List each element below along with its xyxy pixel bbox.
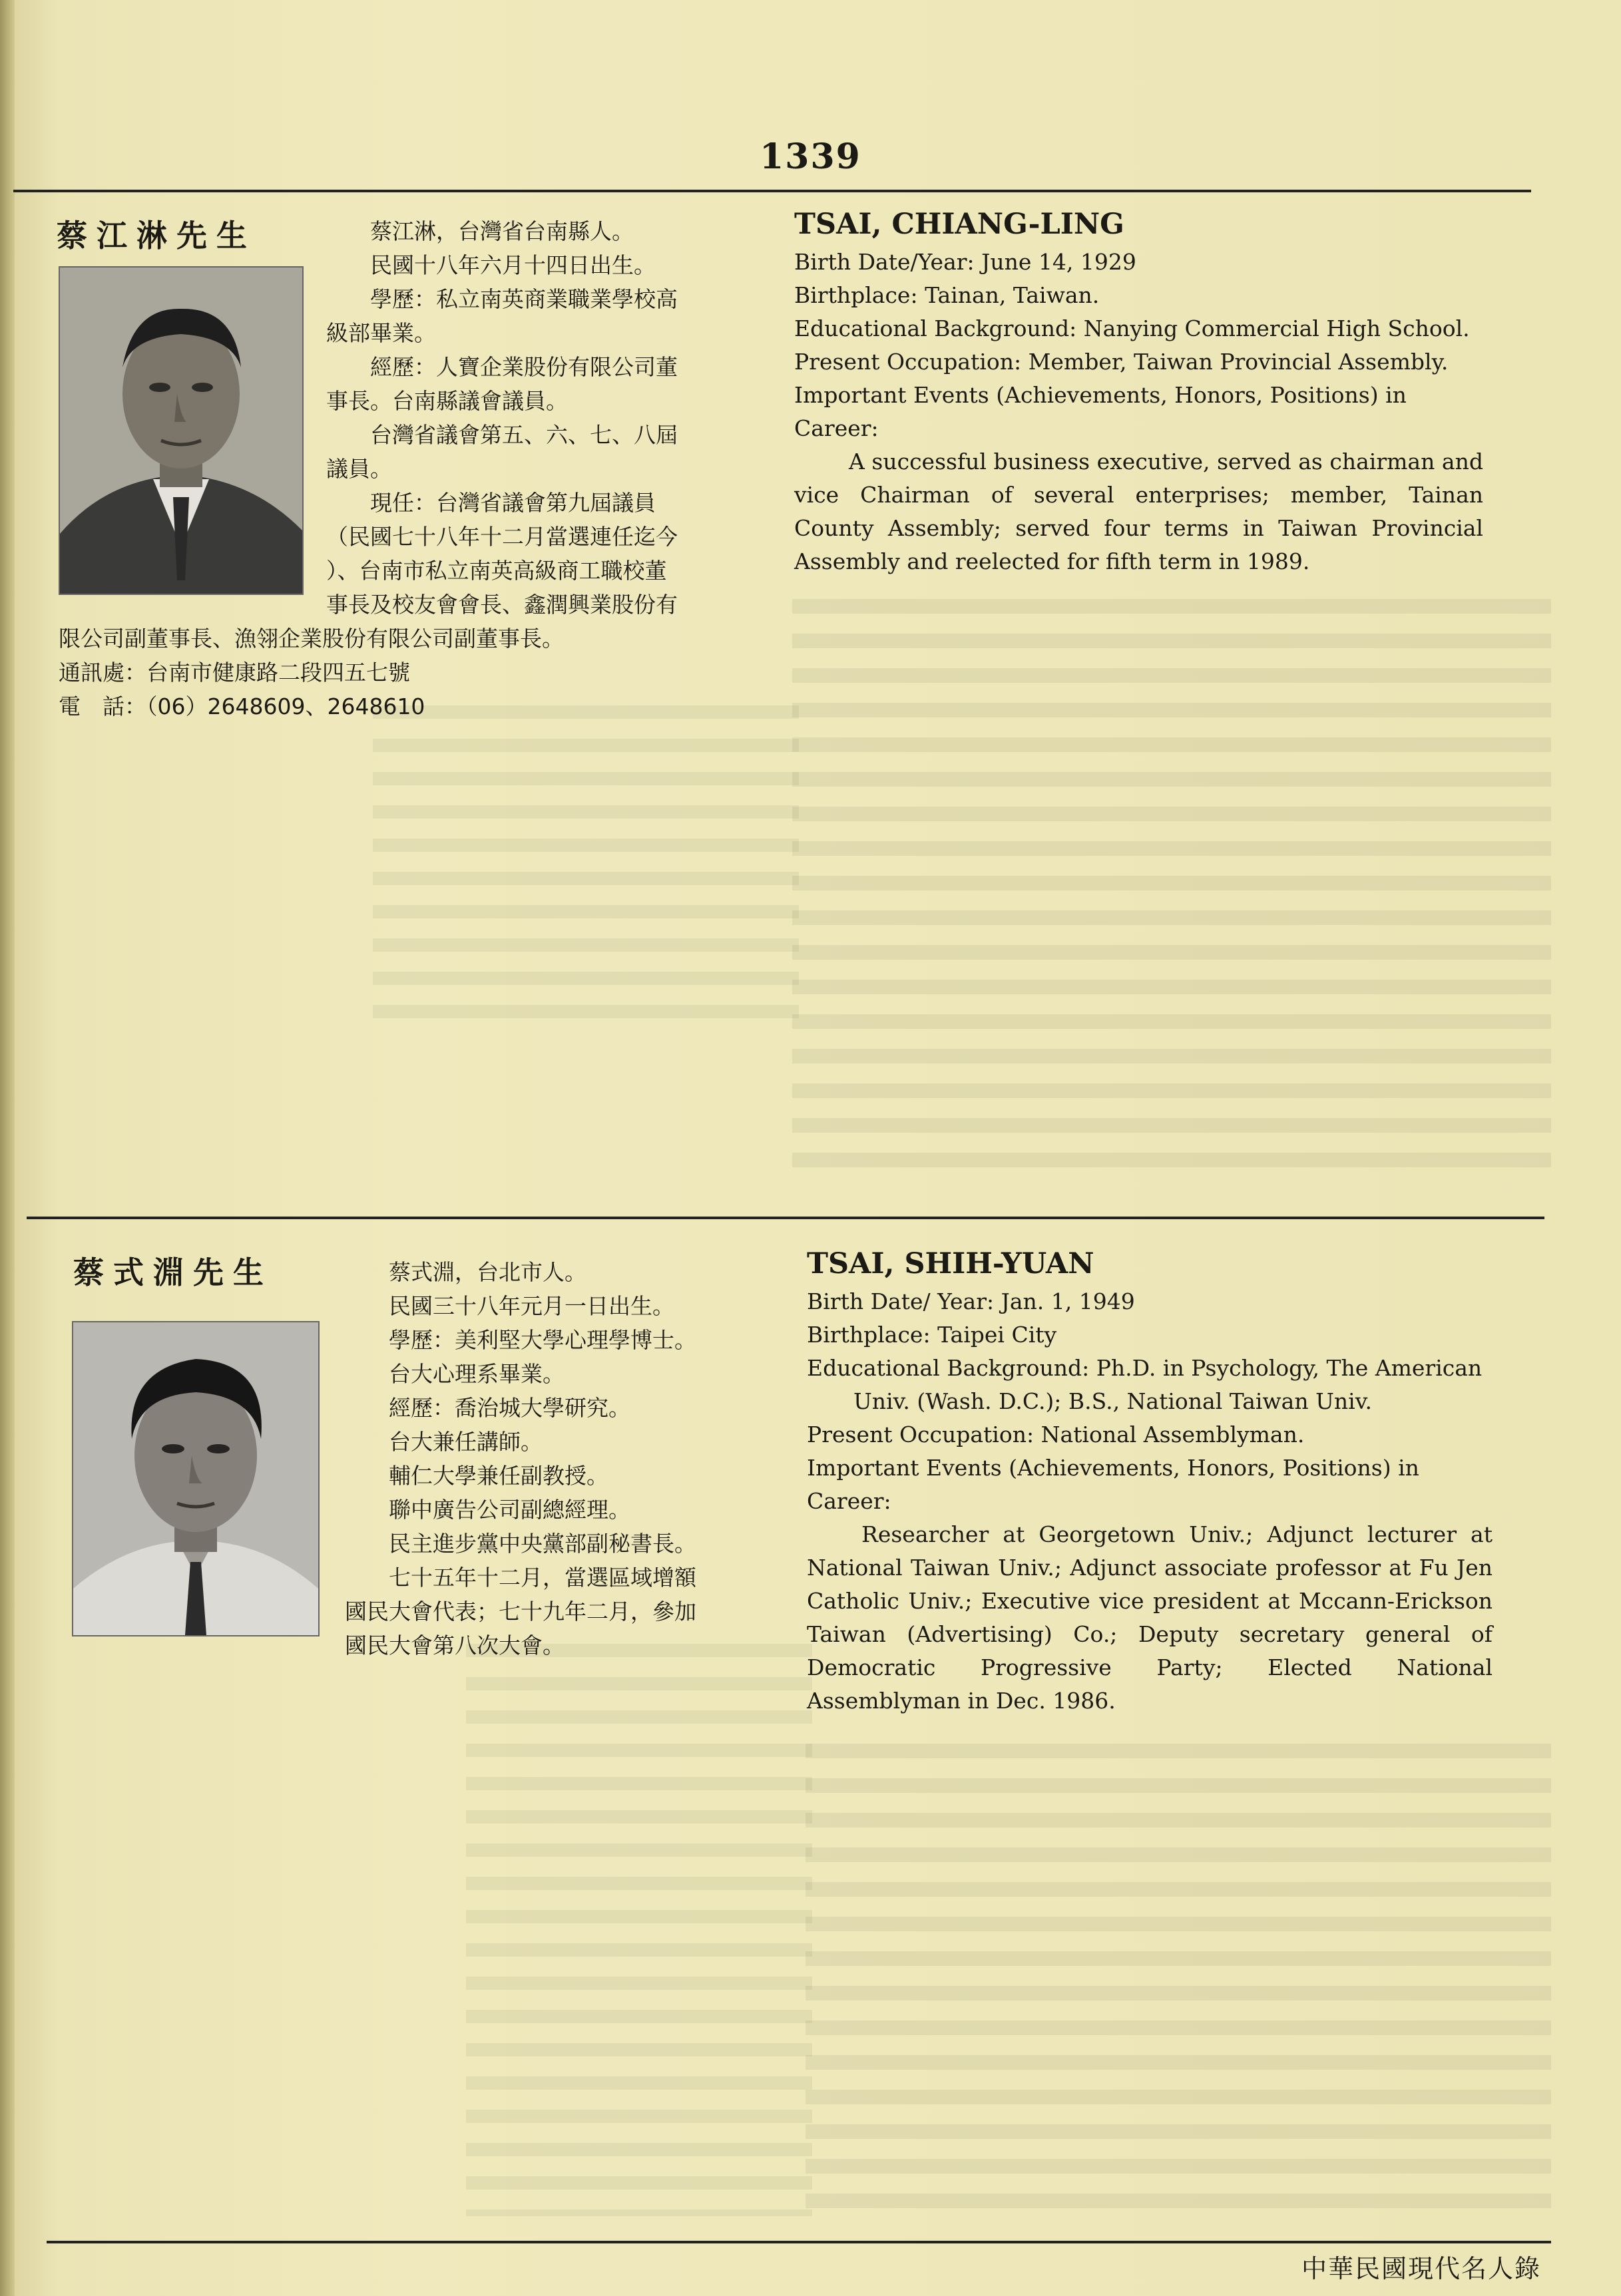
entry-2-events-paragraph: Researcher at Georgetown Univ.; Adjunct lecturer at National Taiwan Univ.; Adjunct associate professor at Fu Jen Catholic Univ.; Executive vice president at Mccann-Erickson Taiwan (Advertising) Co.; Deputy secretary general of Democratic Progressive Party; Elected National Assemblyman in Dec. 1986. [807, 1521, 1493, 1714]
entry-1-zh-line: 議員。 [326, 456, 392, 482]
entry-1-zh-line: 蔡江淋，台灣省台南縣人。 [326, 218, 634, 244]
book-spine-shadow [0, 0, 15, 2296]
entry-1-zh-line: （民國七十八年十二月當選連任迄今 [326, 524, 678, 550]
entry-2-occupation: Present Occupation: National Assemblyman. [807, 1422, 1305, 1447]
entry-1-phone: 電 話：（06）2648609、2648610 [59, 693, 425, 719]
entry-2-zh-line: 聯中廣告公司副總經理。 [345, 1497, 630, 1523]
section-divider-rule [27, 1217, 1544, 1219]
entry-1-events-heading: Important Events (Achievements, Honors, Positions) in Career: [794, 382, 1407, 441]
entry-1-zh-line: 事長。台南縣議會議員。 [326, 388, 568, 414]
entry-1-birth-date: Birth Date/Year: June 14, 1929 [794, 249, 1136, 275]
entry-1-events-paragraph: A successful business executive, served as chairman and vice Chairman of several enterprises; member, Tainan County Assembly; served four terms in Taiwan Provincial Assembly and reelected for fifth term in 1989. [794, 449, 1483, 574]
entry-1-zh-line: 現任：台灣省議會第九屆議員 [326, 490, 656, 516]
entry-2-zh-line: 輔仁大學兼任副教授。 [345, 1463, 608, 1489]
entry-1-bio-en [794, 204, 1483, 578]
entry-2-zh-line: 經歷：喬治城大學研究。 [345, 1395, 630, 1421]
entry-2-portrait-photo [72, 1321, 320, 1636]
entry-2-zh-line: 民主進步黨中央黨部副秘書長。 [345, 1531, 696, 1557]
bleed-through-right-top [792, 599, 1551, 1171]
entry-1-bio-zh-wide [59, 622, 758, 723]
entry-2-zh-line: 國民大會第八次大會。 [345, 1632, 565, 1658]
bottom-rule [47, 2241, 1551, 2243]
entry-2-zh-line: 七十五年十二月，當選區域增額 [345, 1565, 696, 1591]
entry-2-birth-date: Birth Date/ Year: Jan. 1, 1949 [807, 1288, 1135, 1314]
entry-2-zh-line: 民國三十八年元月一日出生。 [345, 1293, 674, 1319]
entry-1-bio-zh [326, 214, 752, 622]
entry-2-zh-line: 學歷：美利堅大學心理學博士。 [345, 1327, 696, 1353]
top-rule [13, 190, 1531, 192]
entry-1-zh-line: 民國十八年六月十四日出生。 [326, 252, 656, 278]
entry-2-birthplace: Birthplace: Taipei City [807, 1322, 1057, 1348]
entry-1-zh-line: 經歷：人寶企業股份有限公司董 [326, 354, 678, 380]
entry-1-name-zh: 蔡江淋先生 [57, 218, 256, 254]
entry-1-zh-line: ）、台南市私立南英高級商工職校董 [326, 558, 667, 584]
entry-1-portrait-photo [59, 266, 304, 595]
entry-2-zh-line: 國民大會代表；七十九年二月，參加 [345, 1599, 696, 1625]
entry-2-bio-zh [345, 1255, 771, 1662]
entry-1-zh-line: 級部畢業。 [326, 320, 436, 346]
bleed-through-left-bottom [466, 1644, 812, 2216]
entry-2-events-heading: Important Events (Achievements, Honors, Positions) in Career: [807, 1455, 1419, 1514]
entry-2-name-zh: 蔡式淵先生 [73, 1254, 273, 1290]
entry-2-bio-en [807, 1244, 1493, 1718]
footer-book-title: 中華民國現代名人錄 [1301, 2254, 1541, 2283]
entry-2-zh-line: 台大心理系畢業。 [345, 1361, 565, 1387]
entry-1-education: Educational Background: Nanying Commercial High School. [794, 315, 1470, 341]
entry-2-education: Educational Background: Ph.D. in Psychology, The American Univ. (Wash. D.C.); B.S., National Taiwan Univ. [807, 1355, 1483, 1414]
entry-1-birthplace: Birthplace: Tainan, Taiwan. [794, 282, 1100, 308]
entry-1-zh-line: 學歷：私立南英商業職業學校高 [326, 286, 678, 312]
entry-2-name-en: TSAI, SHIH-YUAN [807, 1247, 1094, 1280]
page-number: 1339 [760, 136, 861, 177]
entry-1-occupation: Present Occupation: Member, Taiwan Provincial Assembly. [794, 349, 1449, 375]
entry-2-zh-line: 蔡式淵，台北市人。 [345, 1259, 586, 1285]
entry-1-zh-line: 限公司副董事長、漁翎企業股份有限公司副董事長。 [59, 626, 564, 652]
entry-1-zh-line: 事長及校友會會長、鑫潤興業股份有 [326, 592, 678, 618]
entry-1-address: 通訊處：台南市健康路二段四五七號 [59, 660, 410, 685]
entry-1-zh-line: 台灣省議會第五、六、七、八屆 [326, 422, 678, 448]
entry-2-zh-line: 台大兼任講師。 [345, 1429, 543, 1455]
bleed-through-right-bottom [806, 1744, 1551, 2209]
entry-1-name-en: TSAI, CHIANG-LING [794, 208, 1124, 241]
bleed-through-left-mid [373, 705, 799, 1025]
